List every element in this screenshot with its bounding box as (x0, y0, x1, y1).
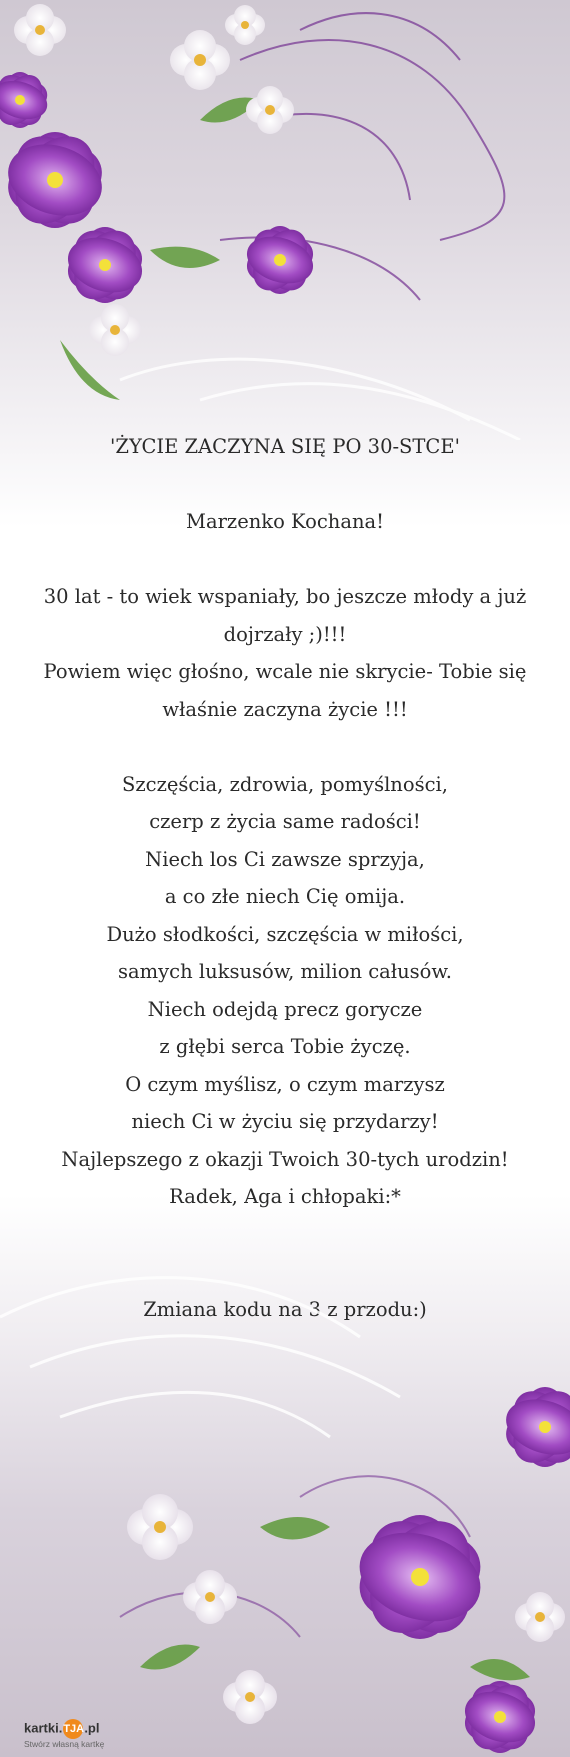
intro-line: 30 lat - to wiek wspaniały, bo jeszcze młody a już (43, 585, 527, 608)
poem-line: Niech odejdą precz gorycze (147, 997, 423, 1021)
kartki-logo[interactable] (22, 1717, 142, 1753)
intro-line: właśnie zaczyna życie !!! (162, 697, 408, 721)
poem-line: samych luksusów, milion całusów. (118, 960, 452, 983)
purple-flowers (348, 1379, 570, 1757)
card-signature: Radek, Aga i chłopaki:* (169, 1185, 401, 1208)
bottom-floral-decoration (0, 1197, 570, 1757)
card-title: 'ŻYCIE ZACZYNA SIĘ PO 30-STCE' (110, 435, 460, 458)
poem-line: Szczęścia, zdrowia, pomyślności, (122, 772, 448, 796)
poem-line: O czym myślisz, o czym marzysz (125, 1072, 445, 1096)
card-postscript: Zmiana kodu na 3 z przodu:) (143, 1297, 427, 1321)
intro-line: Powiem więc głośno, wcale nie skrycie- Tobie się (43, 660, 527, 683)
card-message (30, 428, 540, 1328)
poem-line: Najlepszego z okazji Twoich 30-tych urodzin! (61, 1147, 509, 1171)
logo-tagline: Stwórz własną kartkę (24, 1739, 105, 1749)
poem-line: czerp z życia same radości! (149, 810, 421, 833)
logo-badge-icon: TJA (63, 1719, 83, 1739)
logo-right-text: .pl (84, 1720, 100, 1736)
top-floral-decoration (0, 0, 570, 440)
logo-wordmark (24, 1719, 99, 1739)
card-greeting: Marzenko Kochana! (186, 510, 384, 533)
poem-line: z głębi serca Tobie życzę. (159, 1035, 411, 1058)
poem-line: Niech los Ci zawsze sprzyja, (145, 847, 425, 871)
poem-line: Dużo słodkości, szczęścia w miłości, (106, 922, 464, 946)
poem-line: niech Ci w życiu się przydarzy! (131, 1110, 439, 1133)
poem-line: a co złe niech Cię omija. (164, 885, 406, 908)
intro-line: dojrzały ;)!!! (223, 622, 347, 646)
logo-left-text: kartki. (24, 1720, 63, 1736)
